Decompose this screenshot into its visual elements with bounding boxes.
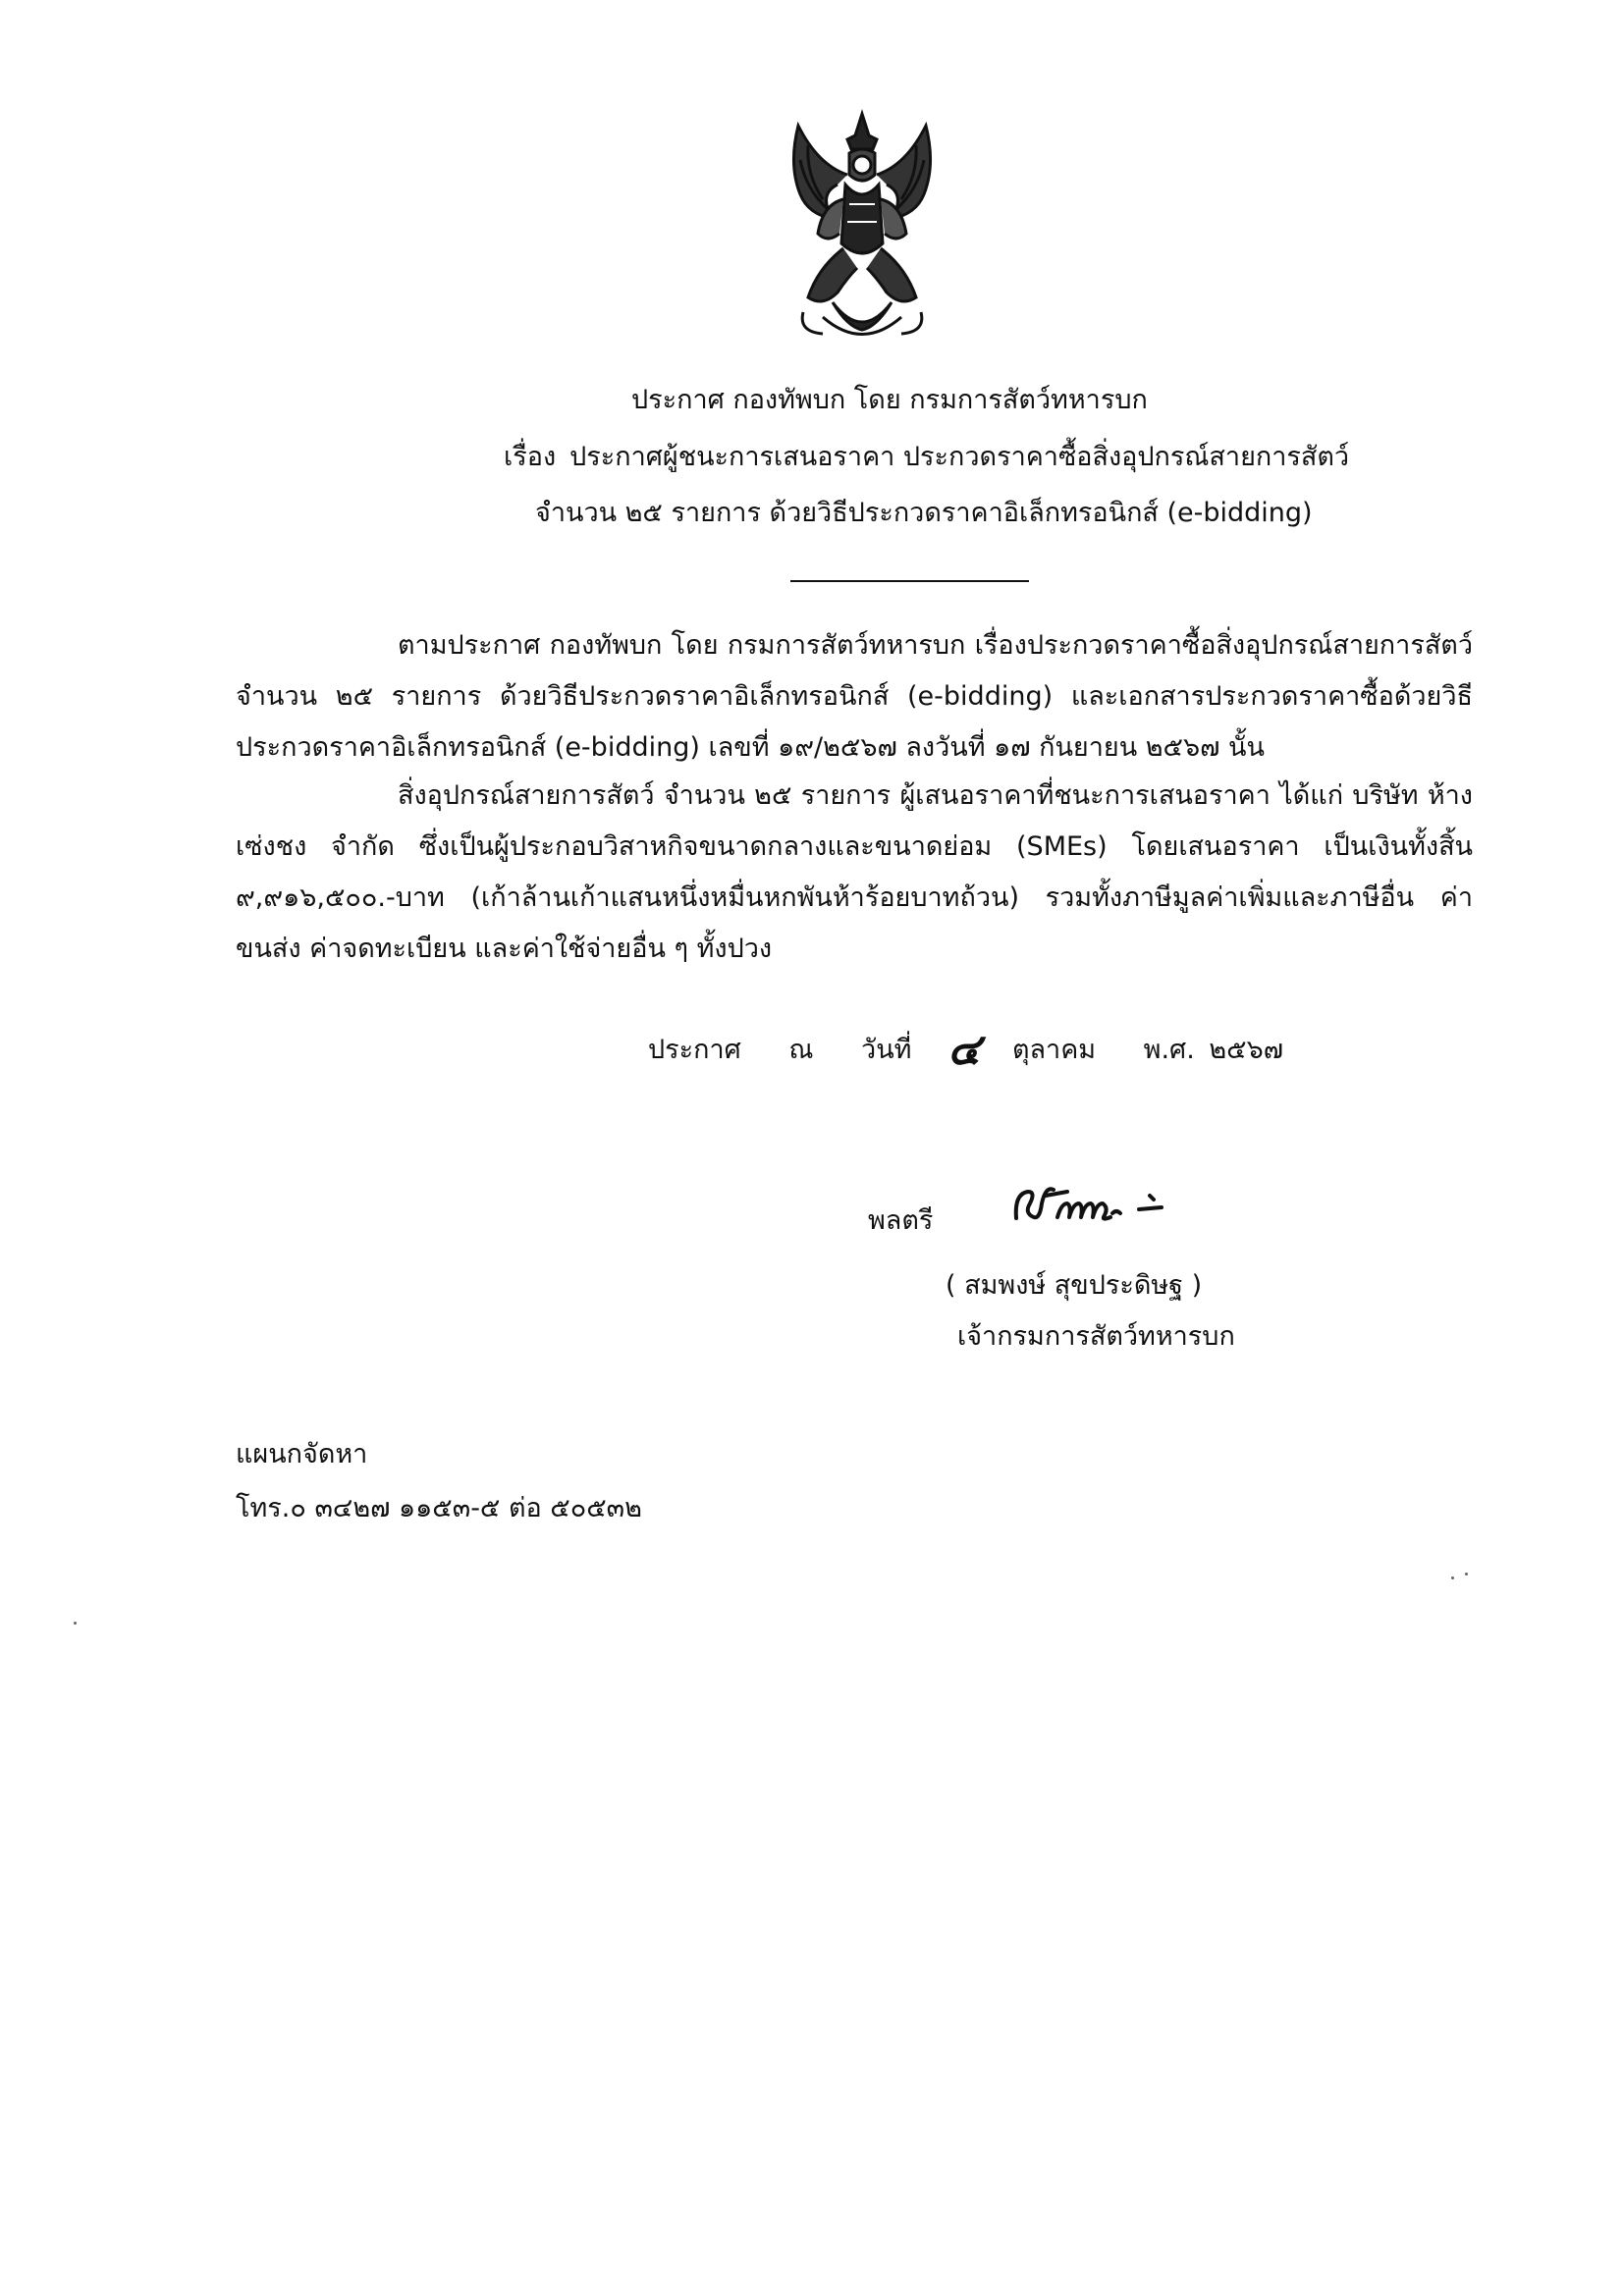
scan-speck [74, 1622, 77, 1625]
handwritten-signature-icon [1006, 1174, 1173, 1243]
announcement-date [648, 1025, 1284, 1075]
paragraph-2-text: สิ่งอุปกรณ์สายการสัตว์ จำนวน ๒๕ รายการ ผู้เสนอราคาที่ชนะการเสนอราคา ได้แก่ บริษัท ห้างเซ่งชง จำกัด ซึ่งเป็นผู้ประกอบวิสาหกิจขนาดกลางและขนาดย่อม (SMEs) โดยเสนอราคา เป็นเงินทั้งสิ้น ๙,๙๑๖,๕๐๐.-บาท (เก้าล้านเก้าแสนหนึ่งหมื่นหกพันห้าร้อยบาทถ้วน) รวมทั้งภาษีมูลค่าเพิ่มและภาษีอื่น ค่าขนส่ง ค่าจดทะเบียน และค่าใช้จ่ายอื่น ๆ ทั้งปวง [236, 780, 1473, 964]
announcement-title: ประกาศ กองทัพบก โดย กรมการสัตว์ทหารบก [631, 385, 1148, 415]
body-paragraph-2 [236, 771, 1473, 975]
date-day-label: วันที่ [861, 1035, 912, 1065]
date-month: ตุลาคม [1011, 1035, 1097, 1065]
signer-position: เจ้ากรมการสัตว์ทหารบก [957, 1321, 1235, 1352]
phone-number: โทร.๐ ๓๔๒๗ ๑๑๕๓-๕ ต่อ ๕๐๕๓๒ [236, 1493, 642, 1523]
date-announce-word: ประกาศ [648, 1035, 741, 1065]
scan-speck [1451, 1576, 1454, 1579]
date-day-handwritten: ๔ [947, 1025, 981, 1075]
subject-text: ประกาศผู้ชนะการเสนอราคา ประกวดราคาซื้อสิ่งอุปกรณ์สายการสัตว์ [569, 442, 1350, 472]
garuda-emblem-icon [779, 106, 946, 351]
paragraph-1-text: ตามประกาศ กองทัพบก โดย กรมการสัตว์ทหารบก เรื่องประกวดราคาซื้อสิ่งอุปกรณ์สายการสัตว์ จำนวน ๒๕ รายการ ด้วยวิธีประกวดราคาอิเล็กทรอนิกส์ (e-bidding) และเอกสารประกวดราคาซื้อด้วยวิธีประกวดราคาอิเล็กทรอนิกส์ (e-bidding) เลขที่ ๑๙/๒๕๖๗ ลงวันที่ ๑๗ กันยายน ๒๕๖๗ นั้น [236, 630, 1473, 763]
body-paragraph-1 [236, 620, 1473, 774]
signer-name: ( สมพงษ์ สุขประดิษฐ ) [946, 1270, 1203, 1301]
scan-speck [1465, 1573, 1468, 1575]
date-year: พ.ศ. ๒๕๖๗ [1143, 1035, 1284, 1065]
header-divider [790, 580, 1029, 582]
department-name: แผนกจัดหา [236, 1439, 368, 1469]
subject-line [504, 438, 1349, 477]
signer-rank: พลตรี [868, 1205, 934, 1236]
subject-line-continued: จำนวน ๒๕ รายการ ด้วยวิธีประกวดราคาอิเล็กทรอนิกส์ (e-bidding) [535, 498, 1313, 528]
date-at-word: ณ [788, 1035, 814, 1065]
subject-label: เรื่อง [504, 442, 557, 472]
